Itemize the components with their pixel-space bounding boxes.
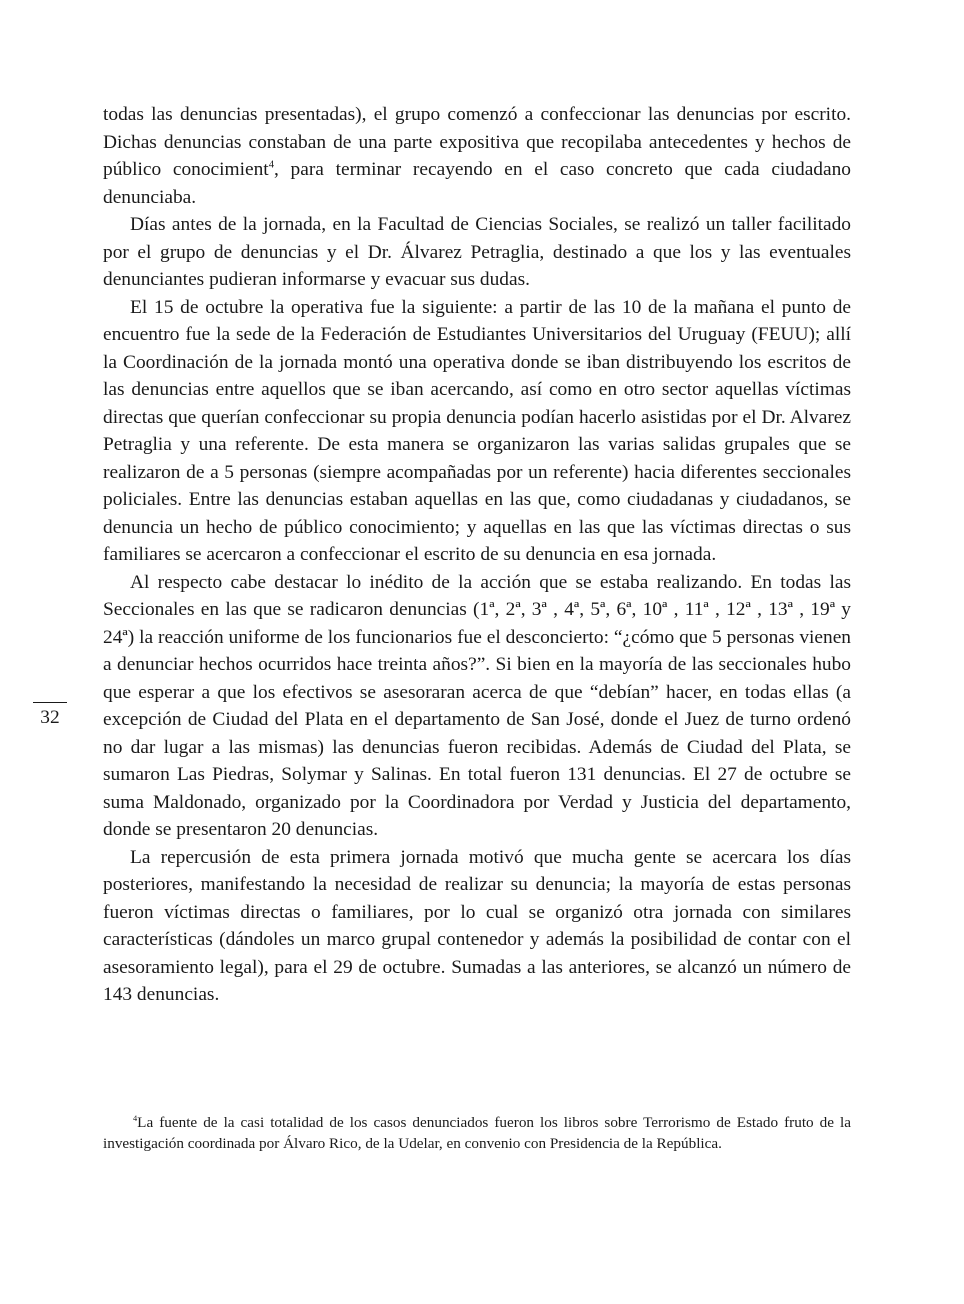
footnote-text <box>103 1112 851 1154</box>
footnote-body: La fuente de la casi totalidad de los casos denunciados fueron los libros sobre Terrorismo de Estado fruto de la investigación coordinada por Álvaro Rico, de la Udelar, en convenio con Presidencia de la República. <box>103 1114 851 1152</box>
body-text <box>103 101 851 1009</box>
paragraph-1-text-before-note: todas las denuncias presentadas), el grupo comenzó a confeccionar las denuncias por escrito. Dichas denuncias constaban de una parte expositiva que recopilaba antecedentes y hechos de público conocimient <box>103 104 851 180</box>
page-number: 32 <box>40 707 60 728</box>
paragraph-1-text-after-note: , para terminar recayendo en el caso concreto que cada ciudadano denunciaba. <box>103 159 851 208</box>
page-number-marker <box>33 702 67 729</box>
paragraph-3: El 15 de octubre la operativa fue la siguiente: a partir de las 10 de la mañana el punto de encuentro fue la sede de la Federación de Estudiantes Universitarios del Uruguay (FEUU); allí la Coordinación de la jornada montó una operativa donde se iban distribuyendo los escritos de las denuncias entre aquellos que se iban acercando, así como en otro sector aquellas víctimas directas que querían confeccionar su propia denuncia podían hacerlo asistidas por el Dr. Alvarez Petraglia y una referente. De esta manera se organizaron las varias salidas grupales que se realizaron de a 5 personas (siempre acompañadas por un referente) hacia diferentes seccionales policiales. Entre las denuncias estaban aquellas en las que, como ciudadanas y ciudadanos, se denuncia un hecho de público conocimiento; y aquellas en las que las víctimas directas o sus familiares se acercaron a confeccionar el escrito de su denuncia en esa jornada. <box>103 296 851 565</box>
paragraph-4: Al respecto cabe destacar lo inédito de la acción que se estaba realizando. En todas las Seccionales en las que se radicaron denuncias (1ª, 2ª, 3ª , 4ª, 5ª, 6ª, 10ª , 11ª , 12ª , 13ª , 19ª y 24ª) la reacción uniforme de los funcionarios fue el desconcierto: “¿cómo que 5 personas vienen a denunciar hechos ocurridos hace treinta años?”. Si bien en la mayoría de las seccionales hubo que esperar a que los efectivos se asesoraran acerca de que “debían” hacer, en todas ellas (a excepción de Ciudad del Plata en el departamento de San José, donde el Juez de turno ordenó no dar lugar a las mismas) las denuncias fueron recibidas. Además de Ciudad del Plata, se sumaron Las Piedras, Solymar y Salinas. En total fueron 131 denuncias. El 27 de octubre se suma Maldonado, organizado por la Coordinadora por Verdad y Justicia del departamento, donde se presentaron 20 denuncias. <box>103 571 851 840</box>
footnote-marker: 4 <box>133 1114 138 1124</box>
paragraph-2: Días antes de la jornada, en la Facultad de Ciencias Sociales, se realizó un taller facilitado por el grupo de denuncias y el Dr. Álvarez Petraglia, destinado a que los y las eventuales denunciantes pudieran informarse y evacuar sus dudas. <box>103 214 851 290</box>
paragraph-5: La repercusión de esta primera jornada motivó que mucha gente se acercara los días posteriores, manifestando la necesidad de realizar su denuncia; la mayoría de estas personas fueron víctimas directas o familiares, por lo cual se organizó otra jornada con similares características (dándoles un marco grupal contenedor y además la posibilidad de contar con el asesoramiento legal), para el 29 de octubre. Sumadas a las anteriores, se alcanzó un número de 143 denuncias. <box>103 846 851 1005</box>
page-number-rule <box>33 702 67 703</box>
footnote-reference: 4 <box>268 158 275 171</box>
footnote <box>103 1112 851 1154</box>
paragraph-1 <box>103 101 851 211</box>
